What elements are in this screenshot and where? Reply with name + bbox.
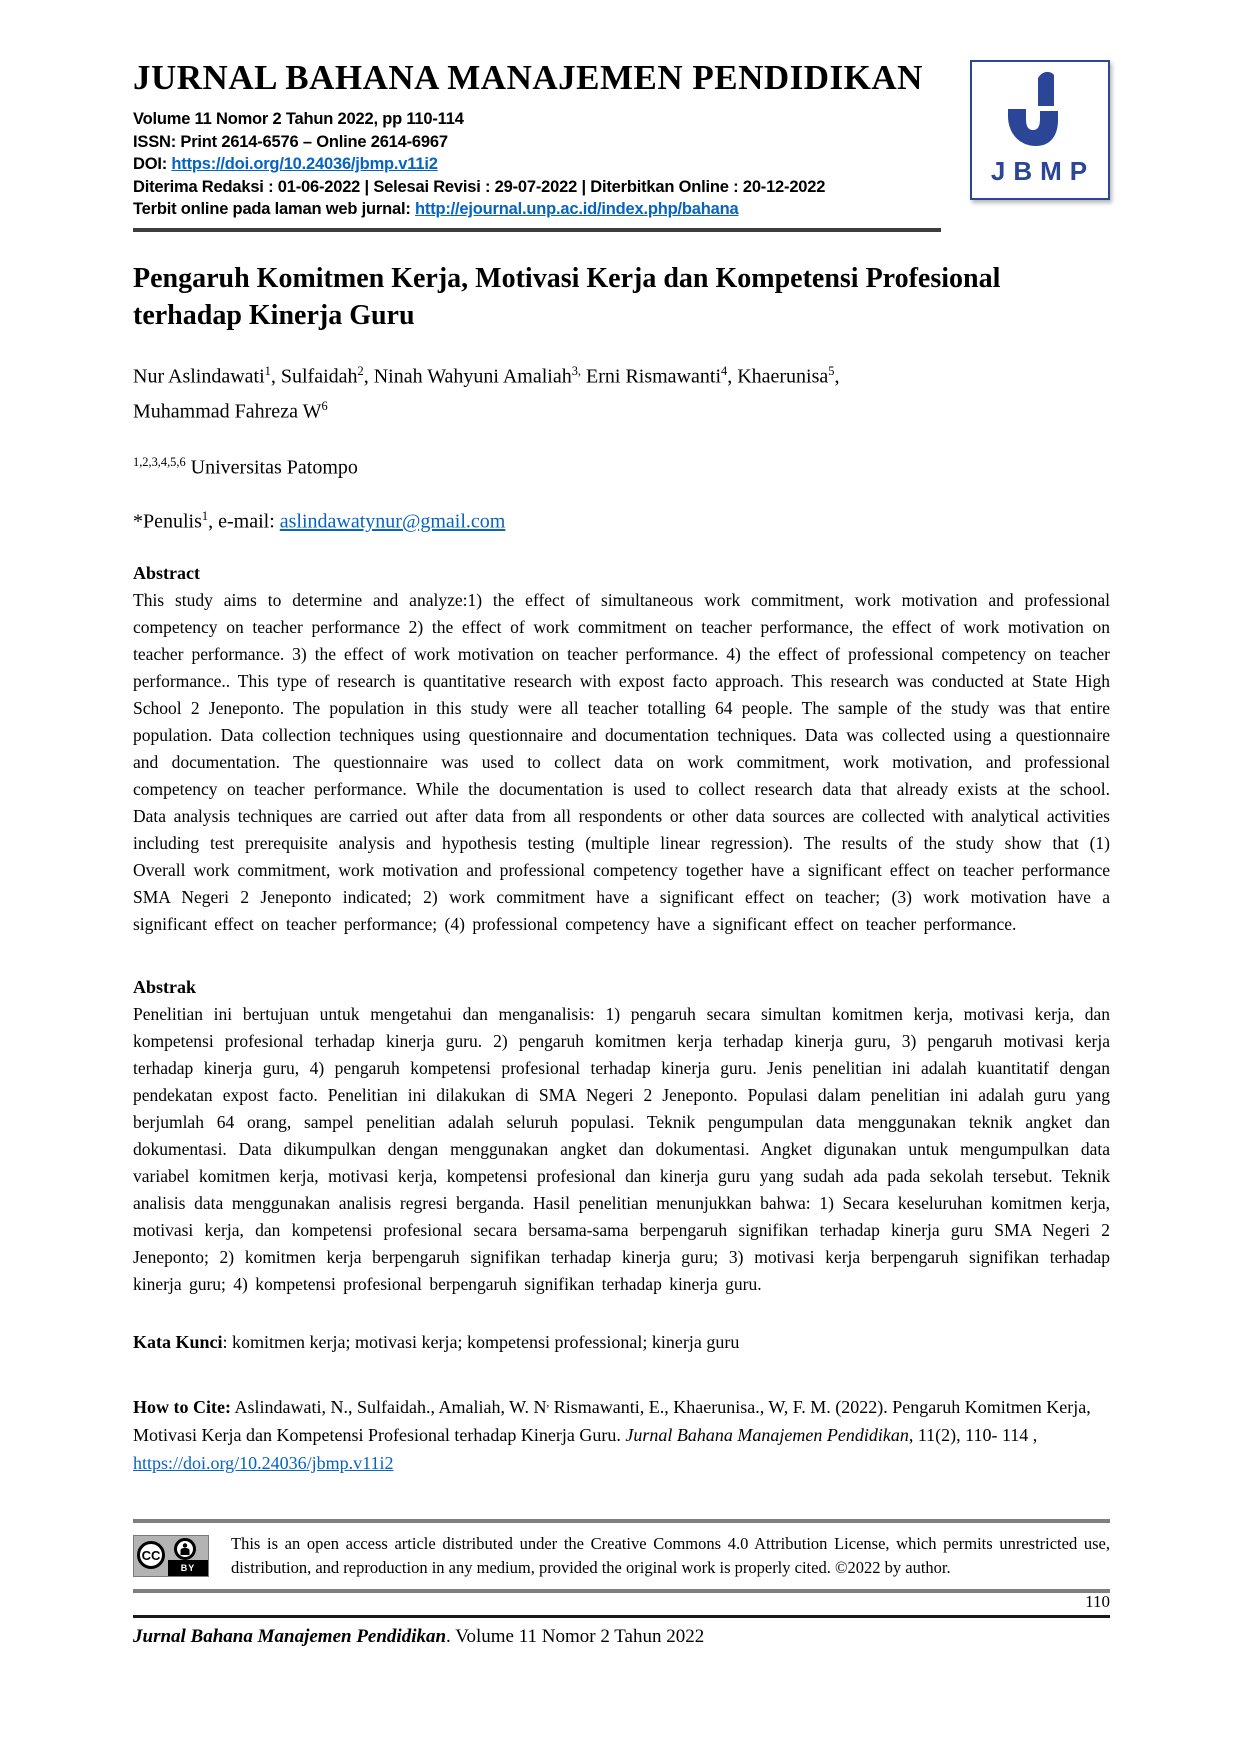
keywords-line xyxy=(133,1332,1110,1353)
keywords-text: : komitmen kerja; motivasi kerja; kompetensi professional; kinerja guru xyxy=(222,1332,740,1353)
author-sup: 5 xyxy=(828,363,835,378)
authors-line xyxy=(133,356,1110,427)
corresponding-author-line xyxy=(133,509,1110,534)
how-to-cite xyxy=(133,1389,1110,1477)
author: , Khaerunisa xyxy=(727,365,829,388)
author-sup: 4 xyxy=(721,363,728,378)
footer-divider xyxy=(133,1615,1110,1618)
doi-line xyxy=(133,153,966,176)
person-icon xyxy=(174,1538,196,1560)
jbmp-logo xyxy=(970,60,1110,200)
footer-journal-line xyxy=(133,1626,1110,1648)
author-sup: 1 xyxy=(264,363,271,378)
author: , Sulfaidah xyxy=(270,365,358,388)
cite-journal-name: Jurnal Bahana Manajemen Pendidikan xyxy=(625,1425,909,1446)
web-line xyxy=(133,198,966,221)
license-text: This is an open access article distributed under the Creative Commons 4.0 Attribution License, which permits unrestricted use, distribution, and reproduction in any medium, provided the original work is properly cited. ©2022 by author. xyxy=(231,1534,1110,1578)
author: , Ninah Wahyuni Amaliah xyxy=(363,365,572,388)
cc-icon: CC xyxy=(137,1541,165,1569)
penulis-prefix: *Penulis xyxy=(133,511,202,534)
author: Muhammad Fahreza W xyxy=(133,400,322,423)
penulis-mid: , e-mail: xyxy=(208,511,280,534)
abstract-body: This study aims to determine and analyze:1) the effect of simultaneous work commitment, work motivation and professional competency on teacher performance 2) the effect of work commitment on teacher performance, the effect of work motivation on teacher performance. 3) the effect of work motivation on teacher performance. 4) the effect of professional competency on teacher performance.. This type of research is quantitative research with expost facto approach. This research was conducted at State High School 2 Jeneponto. The population in this study were all teacher totalling 64 people. The sample of the study was that entire population. Data collection techniques using questionnaire and documentation techniques. Data was collected using a questionnaire and documentation. The questionnaire was used to collect data on work commitment, work motivation, and professional competency on teacher performance. While the documentation is used to collect research data that already exists at the school. Data analysis techniques are carried out after data from all respondents or other data sources are collected with analytical activities including test prerequisite analysis and hypothesis testing (multiple linear regression). The results of the study show that (1) Overall work commitment, work motivation and professional competency together have a significant effect on teacher performance SMA Negeri 2 Jeneponto indicated; 2) work commitment have a significant effect on teacher; (3) work motivation have a significant effect on teacher performance; (4) professional competency have a significant effect on teacher performance. xyxy=(133,590,1110,935)
dates-line: Diterima Redaksi : 01-06-2022 | Selesai Revisi : 29-07-2022 | Diterbitkan Online : 20-12-2022 xyxy=(133,177,826,196)
volume-line: Volume 11 Nomor 2 Tahun 2022, pp 110-114 xyxy=(133,110,464,128)
penulis-sup: 1 xyxy=(201,509,209,524)
cc-by-label: BY xyxy=(180,1563,196,1574)
email-link[interactable]: aslindawatynur@gmail.com xyxy=(279,511,506,534)
license-block xyxy=(133,1519,1110,1593)
doi-label: DOI: xyxy=(133,155,172,173)
affiliation-line xyxy=(133,455,1110,480)
cite-text: Rismawanti, E., Khaerunisa., W, F. M. (2022). Pengaruh Komitmen Kerja, Motivasi Kerja dan Kompetensi Profesional terhadap Kinerja Guru. xyxy=(133,1397,1091,1446)
affiliation-sup: 1,2,3,4,5,6 xyxy=(133,454,186,469)
abstrak-body: Penelitian ini bertujuan untuk mengetahui dan menganalisis: 1) pengaruh secara simultan komitmen kerja, motivasi kerja, dan kompetensi profesional terhadap kinerja guru. 2) pengaruh komitmen kerja terhadap kinerja guru, 3) pengaruh motivasi kerja terhadap kinerja guru, 4) pengaruh kompetensi profesional terhadap kinerja guru. Jenis penelitian ini adalah kuantitatif dengan pendekatan expost facto. Penelitian ini dilakukan di SMA Negeri 2 Jeneponto. Populasi dalam penelitian ini adalah guru yang berjumlah 64 orang, sampel penelitian adalah seluruh populasi. Teknik pengumpulan data menggunakan teknik angket dan dokumentasi. Data dikumpulkan dengan menggunakan angket dan dokumentasi. Angket digunakan untuk mengumpulkan data variabel komitmen kerja, motivasi kerja, kompetensi profesional dan kinerja guru yang sudah ada pada sekolah tersebut. Teknik analisis data menggunakan analisis regresi berganda. Hasil penelitian menunjukkan bahwa: 1) Secara keseluruhan komitmen kerja, motivasi kerja, dan kompetensi profesional secara bersama-sama berpengaruh signifikan terhadap kinerja guru SMA Negeri 2 Jeneponto; 2) komitmen kerja berpengaruh signifikan terhadap kinerja guru; 3) motivasi kerja berpengaruh signifikan terhadap kinerja guru; 4) kompetensi profesional berpengaruh signifikan terhadap kinerja guru. xyxy=(133,1004,1110,1295)
keywords-label: Kata Kunci xyxy=(133,1332,223,1353)
author-sup: 3, xyxy=(571,363,582,378)
cc-by-badge-icon xyxy=(133,1535,209,1577)
journal-title: JURNAL BAHANA MANAJEMEN PENDIDIKAN xyxy=(133,58,923,97)
article-title: Pengaruh Komitmen Kerja, Motivasi Kerja dan Kompetensi Profesional terhadap Kinerja Guru xyxy=(133,262,1001,331)
footer-journal-name: Jurnal Bahana Manajemen Pendidikan xyxy=(133,1626,447,1647)
cite-label: How to Cite: xyxy=(133,1397,231,1418)
issn-line: ISSN: Print 2614-6576 – Online 2614-6967 xyxy=(133,132,448,151)
author: Erni Rismawanti xyxy=(581,365,721,388)
jbmp-logo-text: JBMP xyxy=(990,156,1096,186)
cite-text: , 11(2), 110- 114 , xyxy=(908,1425,1038,1446)
abstrak-heading: Abstrak xyxy=(133,977,197,998)
affiliation-name: Universitas Patompo xyxy=(185,456,358,479)
abstract-heading: Abstract xyxy=(133,563,200,584)
authors-trailing-comma: , xyxy=(834,365,840,388)
header-divider xyxy=(133,228,941,232)
author-sup: 2 xyxy=(357,363,364,378)
page-number: 110 xyxy=(1085,1592,1110,1611)
author: Nur Aslindawati xyxy=(133,365,265,388)
cite-sup: , xyxy=(546,1397,550,1410)
web-label: Terbit online pada laman web jurnal: xyxy=(133,200,416,218)
cite-doi-link[interactable]: https://doi.org/10.24036/jbmp.v11i2 xyxy=(133,1453,394,1474)
cite-text: Aslindawati, N., Sulfaidah., Amaliah, W. N xyxy=(230,1397,547,1418)
author-sup: 6 xyxy=(321,399,328,414)
journal-header xyxy=(133,58,1110,232)
doi-link[interactable]: https://doi.org/10.24036/jbmp.v11i2 xyxy=(171,155,438,173)
page-footer xyxy=(133,1592,1110,1648)
jbmp-logo-j-icon xyxy=(972,62,1108,162)
journal-web-link[interactable]: http://ejournal.unp.ac.id/index.php/bahana xyxy=(415,200,739,218)
footer-volume-text: . Volume 11 Nomor 2 Tahun 2022 xyxy=(446,1626,705,1647)
